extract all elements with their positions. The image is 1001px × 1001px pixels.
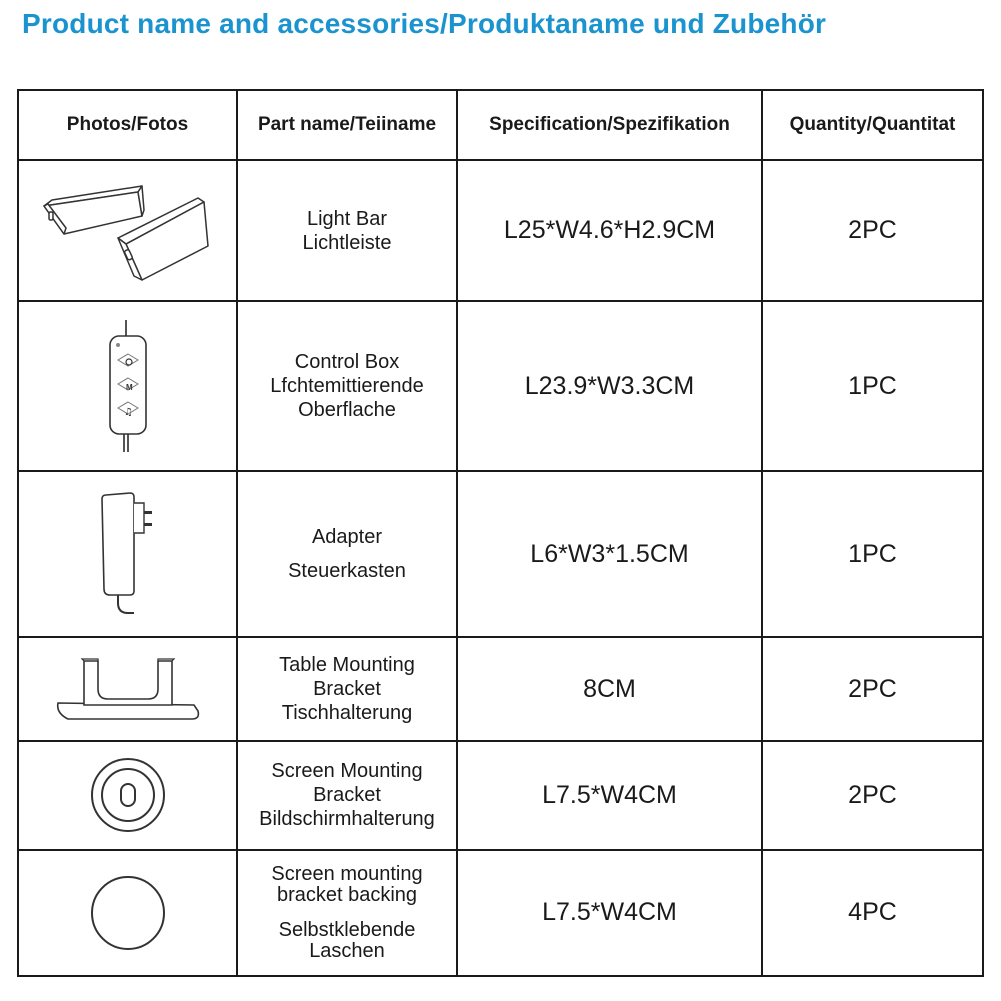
part-name-cell [237, 850, 457, 976]
specification-cell: L25*W4.6*H2.9CM [457, 160, 762, 301]
part-name-cell [237, 301, 457, 470]
control-box-icon [98, 320, 158, 452]
part-name-line: Lichtleiste [302, 231, 392, 254]
quantity-cell: 2PC [762, 637, 983, 741]
part-name-line: Laschen [309, 939, 385, 962]
part-name-line: Selbstklebende [278, 918, 416, 941]
part-name-line: Control Box [294, 351, 400, 374]
photo-cell [18, 160, 237, 301]
screen-bracket-icon [86, 753, 170, 837]
table-row [18, 850, 983, 976]
part-name-line: Lfchtemittierende [270, 375, 424, 398]
part-name-line: bracket backing [276, 883, 418, 906]
specification-cell: L7.5*W4CM [457, 850, 762, 976]
part-name-cell [237, 471, 457, 638]
specification-cell: L7.5*W4CM [457, 741, 762, 850]
table-row [18, 471, 983, 638]
header-row [18, 90, 983, 160]
quantity-cell: 1PC [762, 301, 983, 470]
header-quantity: Quantity/Quantitat [762, 90, 983, 160]
photo-cell [18, 850, 237, 976]
header-specification: Specification/Spezifikation [457, 90, 762, 160]
photo-cell [18, 741, 237, 850]
quantity-cell: 2PC [762, 741, 983, 850]
svg-text:M: M [125, 383, 133, 393]
part-name-line: Adapter [311, 526, 383, 549]
quantity-cell: 1PC [762, 471, 983, 638]
specification-cell: L23.9*W3.3CM [457, 301, 762, 470]
part-name-line: Bracket [313, 678, 381, 701]
part-name-line: Light Bar [306, 207, 388, 230]
specification-cell: 8CM [457, 637, 762, 741]
table-row [18, 741, 983, 850]
part-name-line: Oberflache [298, 399, 396, 422]
quantity-cell: 2PC [762, 160, 983, 301]
part-name-line: Table Mounting [279, 654, 415, 677]
photo-cell [18, 471, 237, 638]
light-bar-icon [38, 176, 218, 286]
part-name-line: Bildschirmhalterung [259, 808, 435, 831]
table-row [18, 301, 983, 470]
svg-text:♫: ♫ [123, 407, 133, 419]
adapter-icon [88, 489, 168, 619]
part-name-line: Bracket [313, 784, 381, 807]
accessories-table [17, 89, 984, 977]
table-row [18, 637, 983, 741]
part-name-cell [237, 741, 457, 850]
header-photos: Photos/Fotos [18, 90, 237, 160]
specification-cell: L6*W3*1.5CM [457, 471, 762, 638]
header-part-name: Part name/Teiiname [237, 90, 457, 160]
quantity-cell: 4PC [762, 850, 983, 976]
photo-cell [18, 637, 237, 741]
page-title: Product name and accessories/Produktaname und Zubehör [22, 8, 827, 39]
table-row [18, 160, 983, 301]
part-name-line: Screen mounting [271, 862, 423, 885]
part-name-cell [237, 160, 457, 301]
adhesive-backing-icon [88, 873, 168, 953]
part-name-line: Tischhalterung [281, 702, 413, 725]
table-bracket-icon [48, 649, 208, 729]
part-name-line: Screen Mounting [271, 760, 423, 783]
part-name-cell [237, 637, 457, 741]
part-name-line: Steuerkasten [288, 560, 406, 583]
photo-cell [18, 301, 237, 470]
